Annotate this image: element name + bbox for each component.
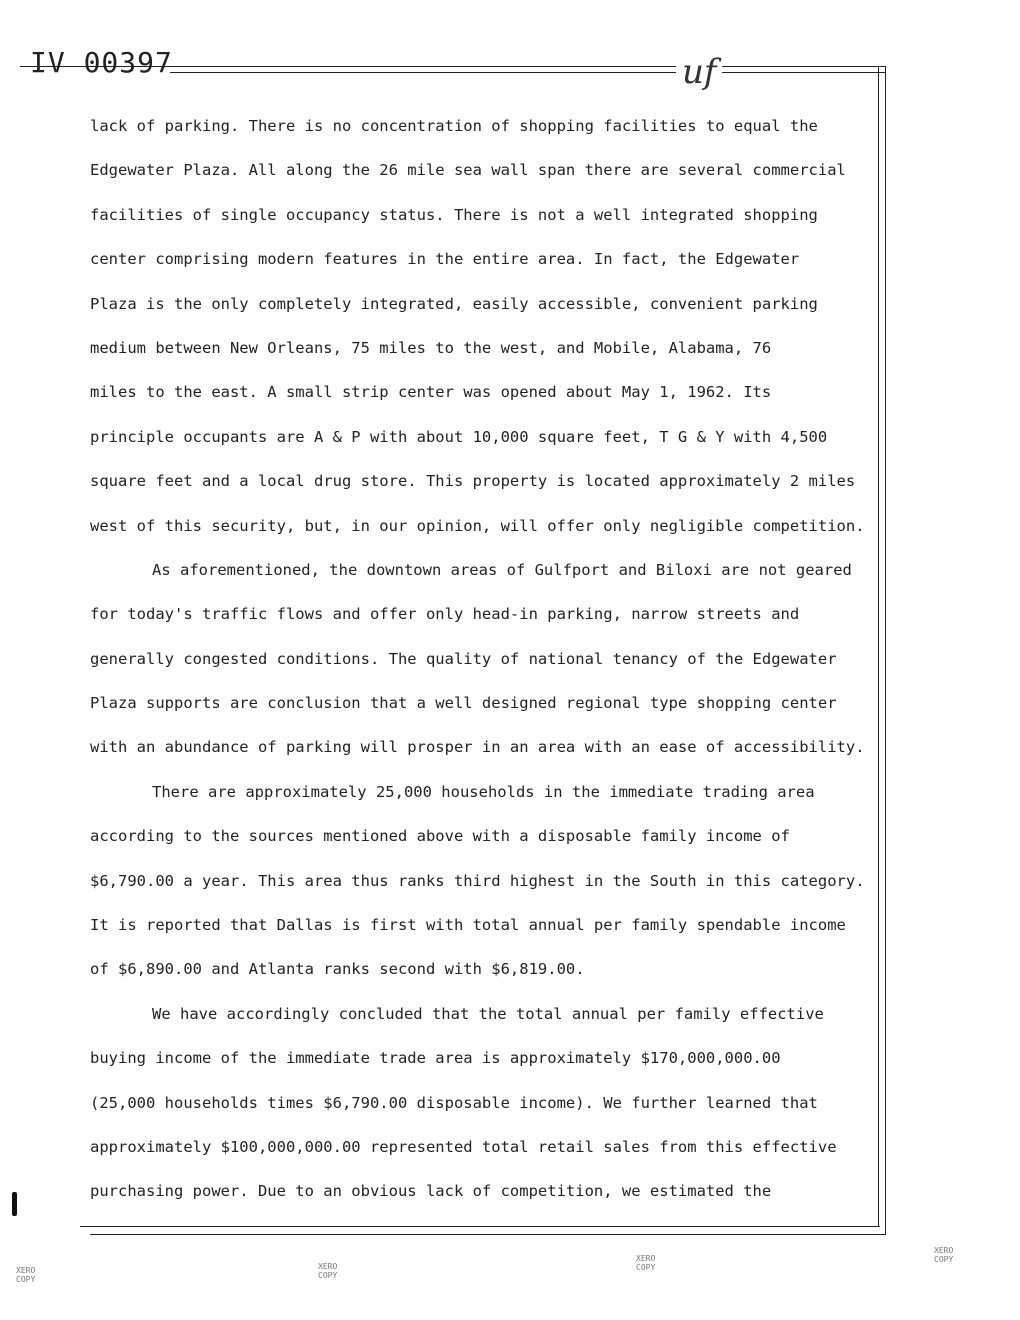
text-line: of $6,890.00 and Atlanta ranks second with $6,819.00.: [90, 960, 585, 979]
text-line: Edgewater Plaza. All along the 26 mile sea wall span there are several commercial: [90, 161, 846, 180]
xerox-stamp: XERO COPY: [636, 1254, 656, 1272]
xerox-stamp: XERO COPY: [318, 1262, 338, 1280]
frame-border-right-outer: [885, 66, 886, 1234]
text-line: for today's traffic flows and offer only head-in parking, narrow streets and: [90, 605, 800, 624]
text-line: It is reported that Dallas is first with total annual per family spendable income: [90, 916, 846, 935]
text-line: $6,790.00 a year. This area thus ranks third highest in the South in this category.: [90, 871, 865, 890]
frame-border-top-inner: [170, 72, 886, 73]
text-line: lack of parking. There is no concentration of shopping facilities to equal the: [90, 117, 818, 135]
text-line: generally congested conditions. The quality of national tenancy of the Edgewater: [90, 649, 837, 668]
text-line: principle occupants are A & P with about 10,000 square feet, T G & Y with 4,500: [90, 427, 828, 446]
xerox-stamp: XERO COPY: [16, 1266, 36, 1284]
text-line: approximately $100,000,000.00 represented total retail sales from this effective: [90, 1137, 837, 1156]
text-line: Plaza supports are conclusion that a well designed regional type shopping center: [90, 694, 837, 713]
text-line: There are approximately 25,000 households in the immediate trading area: [152, 782, 815, 801]
text-line: We have accordingly concluded that the total annual per family effective: [152, 1004, 824, 1023]
text-line: (25,000 households times $6,790.00 disposable income). We further learned that: [90, 1093, 818, 1112]
text-line: medium between New Orleans, 75 miles to the west, and Mobile, Alabama, 76: [90, 338, 772, 357]
text-line: square feet and a local drug store. This property is located approximately 2 miles: [90, 472, 856, 491]
frame-border-bottom-outer: [90, 1234, 886, 1235]
initials-stamp: uf: [676, 52, 722, 92]
text-line: according to the sources mentioned above with a disposable family income of: [90, 827, 790, 846]
xerox-stamp: XERO COPY: [934, 1246, 954, 1264]
text-line: center comprising modern features in the entire area. In fact, the Edgewater: [90, 250, 800, 269]
frame-border-bottom: [80, 1226, 880, 1227]
text-line: buying income of the immediate trade area is approximately $170,000,000.00: [90, 1049, 781, 1068]
document-number: IV 00397: [30, 46, 173, 79]
text-line: Plaza is the only completely integrated, easily accessible, convenient parking: [90, 294, 818, 313]
text-line: west of this security, but, in our opinion, will offer only negligible competition.: [90, 516, 865, 535]
binding-mark: [12, 1192, 17, 1216]
body-text: [90, 104, 870, 1214]
text-line: As aforementioned, the downtown areas of Gulfport and Biloxi are not geared: [152, 560, 852, 579]
text-line: purchasing power. Due to an obvious lack of competition, we estimated the: [90, 1182, 772, 1201]
frame-border-right: [878, 66, 879, 1226]
text-line: miles to the east. A small strip center was opened about May 1, 1962. Its: [90, 383, 772, 402]
text-line: facilities of single occupancy status. There is not a well integrated shopping: [90, 205, 818, 224]
text-line: with an abundance of parking will prosper in an area with an ease of accessibility.: [90, 738, 865, 757]
